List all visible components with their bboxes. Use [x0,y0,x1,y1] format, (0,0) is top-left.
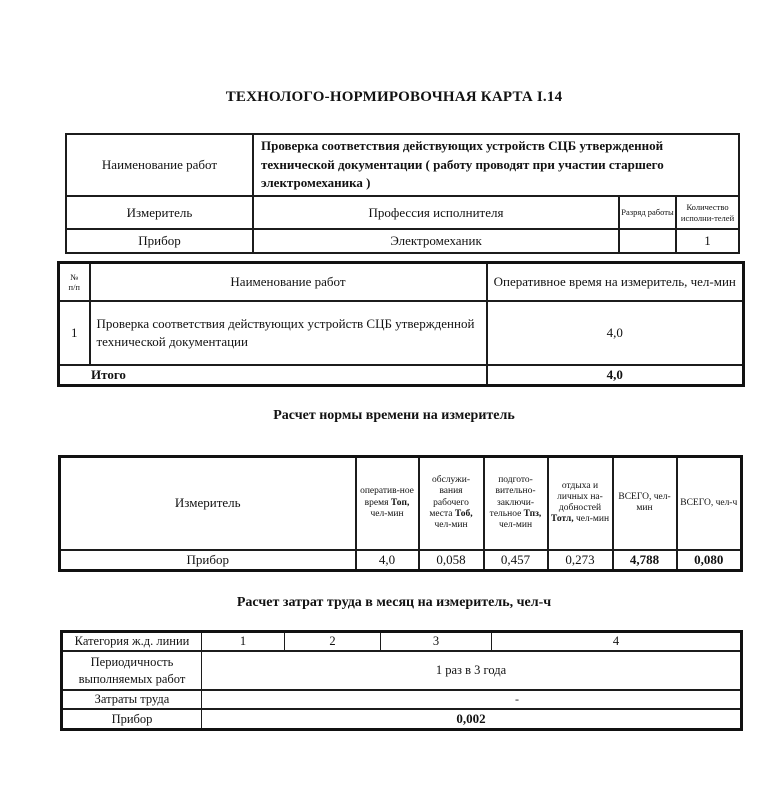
measurer-value: Прибор [66,229,253,253]
header-text: ВСЕГО, чел-ч [680,497,738,508]
measurer-label: Измеритель [66,196,253,229]
periodicity-label: Периодичность выполняемых работ [62,651,202,690]
work-list-table [57,261,745,387]
value-total-min: 4,788 [613,550,677,571]
table-row [62,651,742,690]
section-title-time-norm: Расчет нормы времени на измеритель [273,408,515,423]
header-text: обслужи-вания рабочего места [429,475,470,519]
col-header-tpz [484,457,548,550]
labor-value: - [202,690,742,709]
header-symbol: Тпз, [523,508,542,519]
table-row [66,134,739,196]
page-title: ТЕХНОЛОГО-НОРМИРОВОЧНАЯ КАРТА I.14 [225,89,563,105]
col-header-totl [548,457,613,550]
num-header [59,263,90,301]
table-row [59,263,744,301]
total-value: 4,0 [487,365,744,386]
work-name-label: Наименование работ [66,134,253,196]
time-header: Оперативное время на измеритель, чел-мин [487,263,744,301]
category-1: 1 [202,632,285,652]
header-text: подгото-вительно-заключи-тельное [489,475,536,519]
num-header-line2: п/п [68,281,80,292]
grade-label: Разряд работы [619,196,676,229]
table-row [59,301,744,365]
performers-label: Количество исполни-телей [676,196,739,229]
works-header: Наименование работ [90,263,487,301]
col-header-total-h [677,457,742,550]
work-row-name: Проверка соответствия действующих устройств СЦБ утвержденной технической документации [90,301,487,365]
table-row [62,709,742,730]
header-text: чел-мин [573,514,610,525]
value-top: 4,0 [356,550,419,571]
table-row [66,229,739,253]
device-value: 0,002 [202,709,742,730]
category-2: 2 [285,632,381,652]
table-header-row [60,457,742,550]
measurer-header: Измеритель [60,457,356,550]
performers-value: 1 [676,229,739,253]
table-row [66,196,739,229]
total-label: Итого [59,365,487,386]
work-name-value: Проверка соответствия действующих устройств СЦБ утвержденной технической документации ( работу проводят при участии старшего электромеханика ) [253,134,739,196]
profession-label: Профессия исполнителя [253,196,619,229]
num-header-line1: № [70,271,79,282]
value-total-h: 0,080 [677,550,742,571]
time-norm-table [58,455,743,572]
col-header-tob [419,457,484,550]
periodicity-value: 1 раз в 3 года [202,651,742,690]
category-4: 4 [492,632,742,652]
header-text: чел-мин [434,520,468,531]
category-label: Категория ж.д. линии [62,632,202,652]
value-totl: 0,273 [548,550,613,571]
table-row [62,632,742,652]
header-symbol: Тотл, [550,514,574,525]
value-tob: 0,058 [419,550,484,571]
header-symbol: Топ, [390,497,410,508]
measurer-row-label: Прибор [60,550,356,571]
col-header-total-min [613,457,677,550]
section-title-labor: Расчет затрат труда в месяц на измеритель, чел-ч [236,595,552,610]
header-symbol: Тоб, [454,508,473,519]
table-row [62,690,742,709]
header-text: чел-мин [498,520,533,531]
table-row [60,550,742,571]
device-label: Прибор [62,709,202,730]
work-row-num: 1 [59,301,90,365]
table-row [59,365,744,386]
header-text: чел-мин [370,508,404,519]
work-row-time: 4,0 [487,301,744,365]
work-info-table [65,133,740,254]
value-tpz: 0,457 [484,550,548,571]
labor-cost-table [60,630,743,731]
grade-value [619,229,676,253]
header-text: ВСЕГО, чел-мин [618,492,671,514]
profession-value: Электромеханик [253,229,619,253]
col-header-top [356,457,419,550]
header-text: оператив-ное время [360,486,414,508]
labor-label: Затраты труда [62,690,202,709]
category-3: 3 [381,632,492,652]
header-text: отдыха и личных на-добностей [557,480,603,514]
